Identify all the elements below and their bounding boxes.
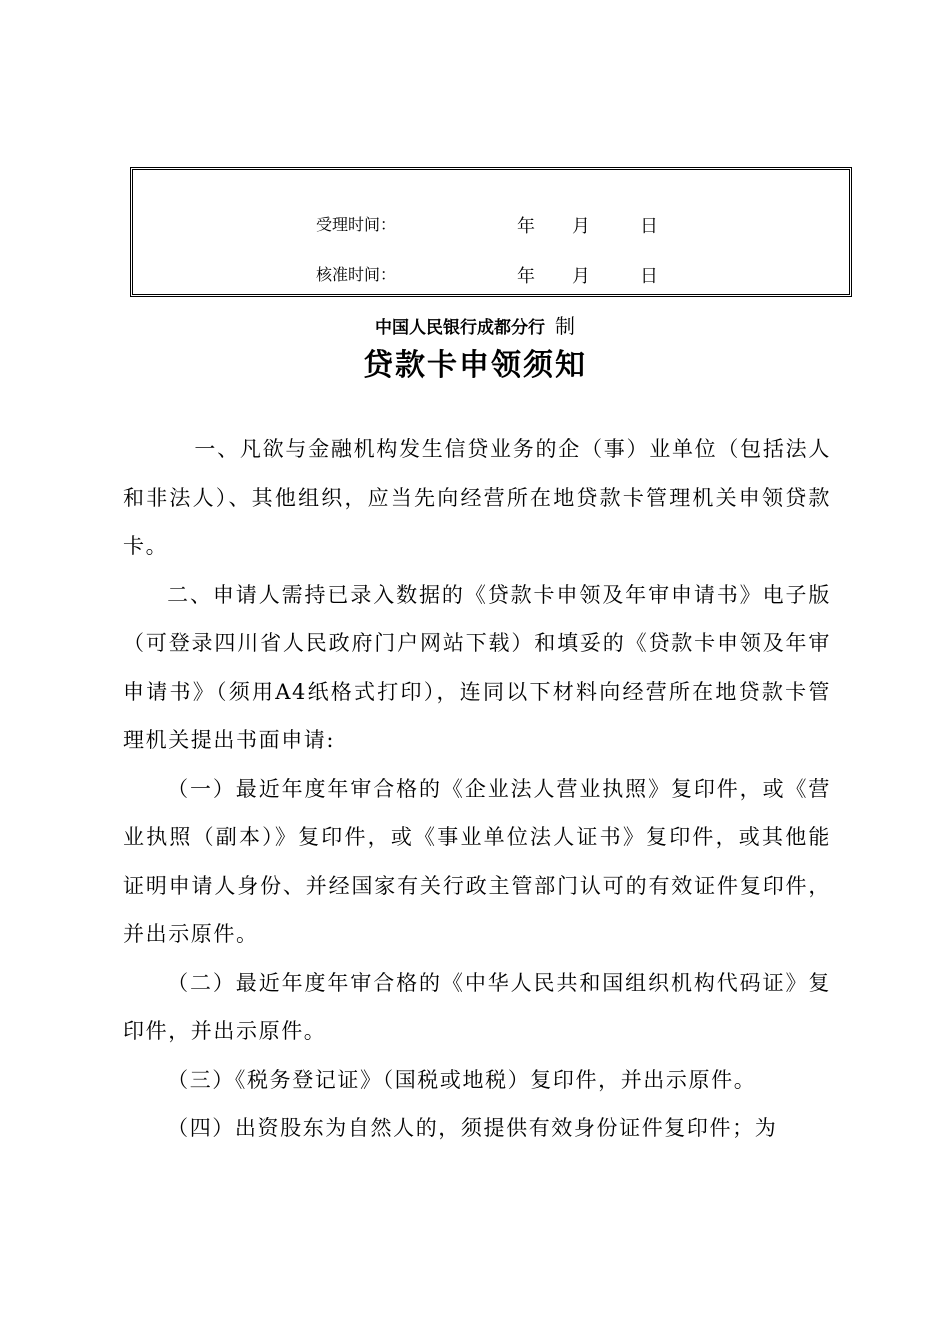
- record-box: [130, 167, 852, 297]
- approve-month: 月: [572, 266, 590, 287]
- paragraph-1: 一、凡欲与金融机构发生信贷业务的企（事）业单位（包括法人和非法人）、其他组织，应当先向经营所在地贷款卡管理机关申领贷款卡。: [123, 437, 831, 558]
- paragraph-4: （二）最近年度年审合格的《中华人民共和国组织机构代码证》复印件，并出示原件。: [123, 970, 831, 1043]
- paragraph-3: （一）最近年度年审合格的《企业法人营业执照》复印件，或《营业执照（副本）》复印件，或《事业单位法人证书》复印件，或其他能证明申请人身份、并经国家有关行政主管部门认可的有效证件复印件，并出示原件。: [123, 776, 831, 946]
- approve-time-label: 核准时间：: [316, 265, 397, 284]
- page-title: 贷款卡申领须知: [363, 348, 587, 383]
- accept-year: 年: [517, 216, 535, 237]
- paragraph-2: 二、申请人需持已录入数据的《贷款卡申领及年审申请书》电子版（可登录四川省人民政府门户网站下载）和填妥的《贷款卡申领及年审申请书》（须用A4纸格式打印），连同以下材料向经营所在地贷款卡管理机关提出书面申请:: [123, 582, 831, 752]
- issuer-line: [0, 310, 950, 339]
- issuer-name: 中国人民银行成都分行: [375, 318, 545, 338]
- approve-year: 年: [517, 266, 535, 287]
- approve-day: 日: [640, 266, 658, 287]
- document-body: [123, 425, 831, 1153]
- paragraph-5: （三）《税务登记证》（国税或地税）复印件，并出示原件。: [167, 1067, 757, 1092]
- issuer-suffix: 制: [555, 314, 575, 338]
- accept-time-label: 受理时间：: [316, 215, 397, 234]
- accept-month: 月: [572, 216, 590, 237]
- accept-day: 日: [640, 216, 658, 237]
- paragraph-6: （四）出资股东为自然人的，须提供有效身份证件复印件；为: [167, 1116, 778, 1140]
